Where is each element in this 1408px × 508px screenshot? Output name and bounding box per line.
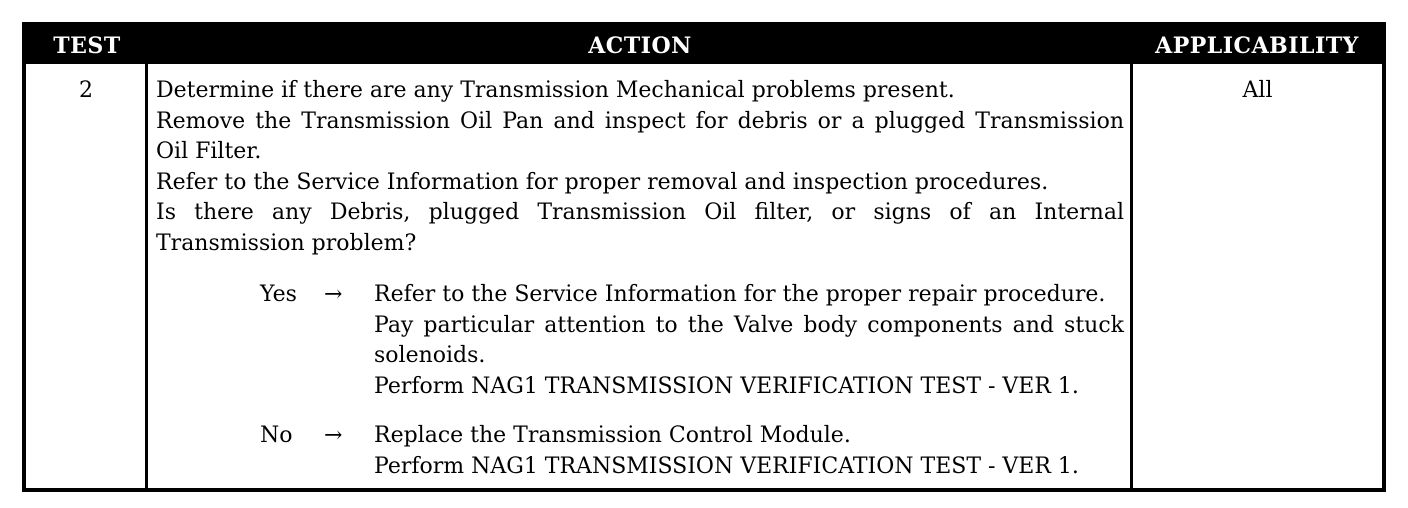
table-header <box>26 26 1382 64</box>
action-line: Refer to the Service Information for proper removal and inspection procedures. <box>156 169 1049 195</box>
no-line: Replace the Transmission Control Module. <box>374 423 851 448</box>
test-number: 2 <box>79 78 93 103</box>
action-line: Is there any Debris, plugged Transmission Oil filter, or signs of an Internal Transmission problem? <box>156 200 1124 256</box>
header-test: TEST <box>53 33 121 59</box>
yes-line: Perform NAG1 TRANSMISSION VERIFICATION TEST - VER 1. <box>374 373 1079 399</box>
header-action: ACTION <box>588 33 692 59</box>
yes-line: Refer to the Service Information for the proper repair procedure. <box>374 282 1106 307</box>
no-line: Perform NAG1 TRANSMISSION VERIFICATION TEST - VER 1. <box>374 453 1079 479</box>
applicability-value: All <box>1242 78 1273 103</box>
no-instructions <box>374 421 1124 482</box>
arrow-right-icon: → <box>324 423 343 448</box>
arrow-right-icon: → <box>324 282 343 307</box>
action-line: Remove the Transmission Oil Pan and inspect for debris or a plugged Transmission Oil Filter. <box>156 108 1124 164</box>
header-applicability: APPLICABILITY <box>1155 33 1359 59</box>
action-instructions <box>156 76 1124 259</box>
no-label: No <box>260 423 293 448</box>
column-divider <box>145 64 148 492</box>
action-line: Determine if there are any Transmission Mechanical problems present. <box>156 78 955 103</box>
diagnostic-test-table <box>22 22 1386 492</box>
yes-instructions <box>374 280 1124 402</box>
yes-line: Pay particular attention to the Valve body components and stuck solenoids. <box>374 312 1124 368</box>
yes-label: Yes <box>260 282 297 307</box>
column-divider <box>1130 64 1133 492</box>
